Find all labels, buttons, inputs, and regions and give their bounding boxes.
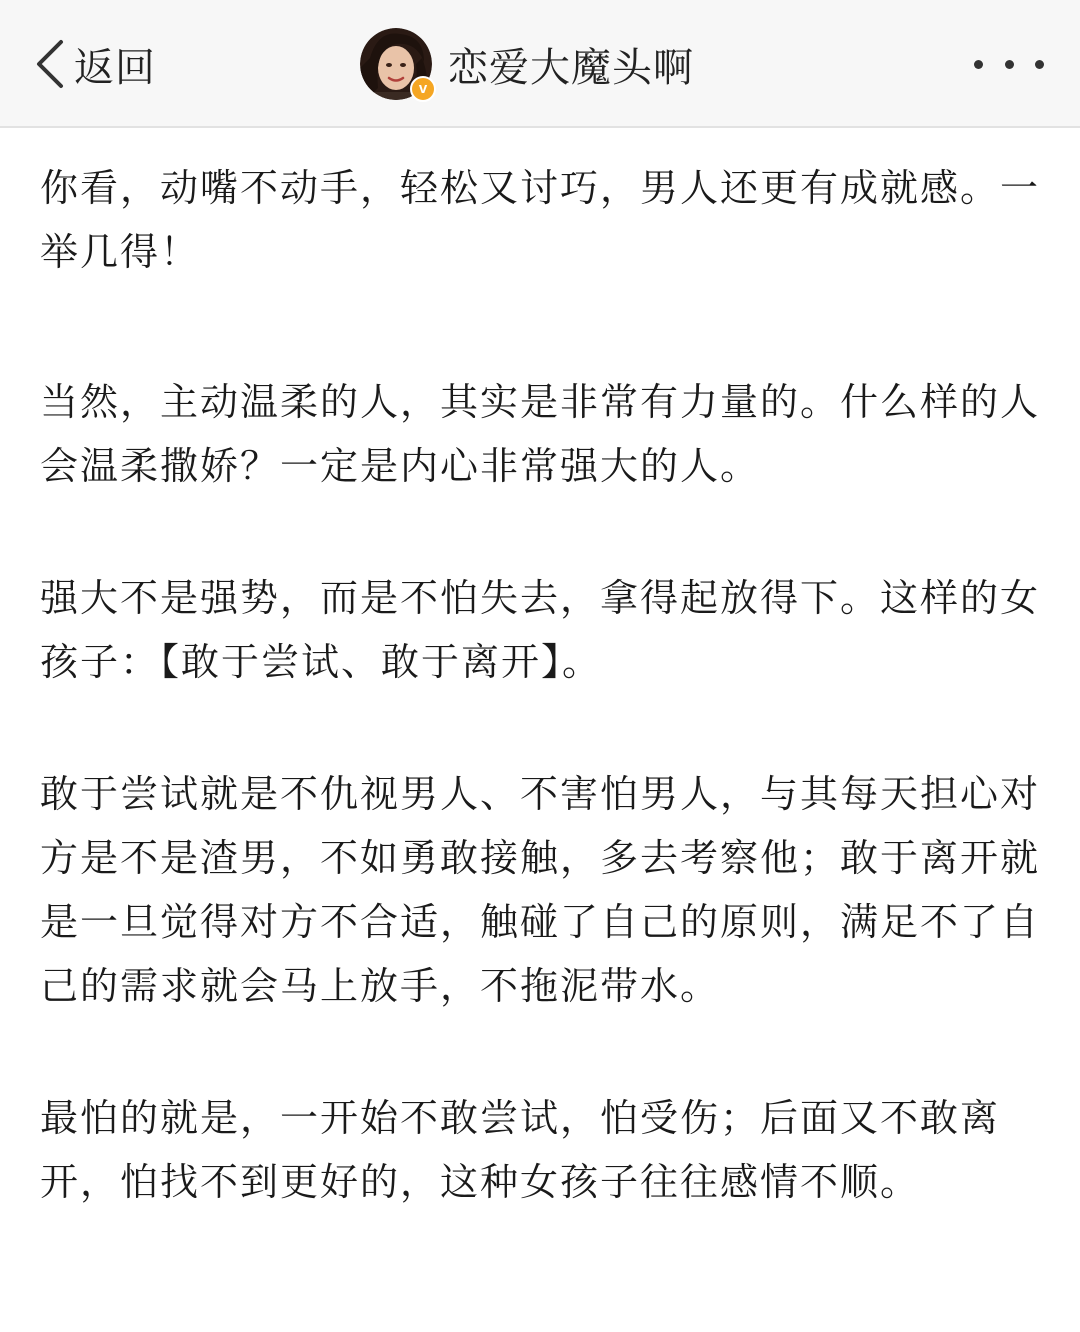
username[interactable]: 恋爱大魔头啊 bbox=[448, 44, 694, 91]
ellipsis-icon bbox=[1035, 60, 1044, 69]
paragraph-spacer bbox=[40, 1018, 1040, 1086]
paragraph-spacer bbox=[40, 498, 1040, 566]
post-paragraph: 当然，主动温柔的人，其实是非常有力量的。什么样的人会温柔撒娇？一定是内心非常强大的人。 bbox=[40, 380, 1041, 488]
post-paragraph: 你看，动嘴不动手，轻松又讨巧，男人还更有成就感。一举几得！ bbox=[40, 166, 1041, 274]
verified-badge-icon: v bbox=[410, 76, 436, 102]
avatar[interactable] bbox=[360, 28, 432, 100]
paragraph-spacer bbox=[40, 284, 1040, 370]
post-content bbox=[0, 128, 1080, 1214]
post-paragraph: 敢于尝试就是不仇视男人、不害怕男人，与其每天担心对方是不是渣男，不如勇敢接触，多去考察他；敢于离开就是一旦觉得对方不合适，触碰了自己的原则，满足不了自己的需求就会马上放手，不拖泥带水。 bbox=[40, 772, 1041, 1008]
chevron-left-icon bbox=[30, 30, 70, 98]
profile-header[interactable] bbox=[360, 26, 694, 102]
top-nav-bar bbox=[0, 0, 1080, 128]
ellipsis-icon bbox=[1005, 60, 1014, 69]
more-options-button[interactable] bbox=[974, 44, 1044, 84]
ellipsis-icon bbox=[974, 60, 983, 69]
back-label: 返回 bbox=[74, 44, 156, 91]
post-paragraph: 强大不是强势，而是不怕失去，拿得起放得下。这样的女孩子：【敢于尝试、敢于离开】。 bbox=[40, 576, 1041, 684]
post-paragraph: 最怕的就是，一开始不敢尝试，怕受伤；后面又不敢离开，怕找不到更好的，这种女孩子往往感情不顺。 bbox=[40, 1096, 1001, 1204]
back-button[interactable] bbox=[30, 30, 156, 98]
paragraph-spacer bbox=[40, 694, 1040, 762]
